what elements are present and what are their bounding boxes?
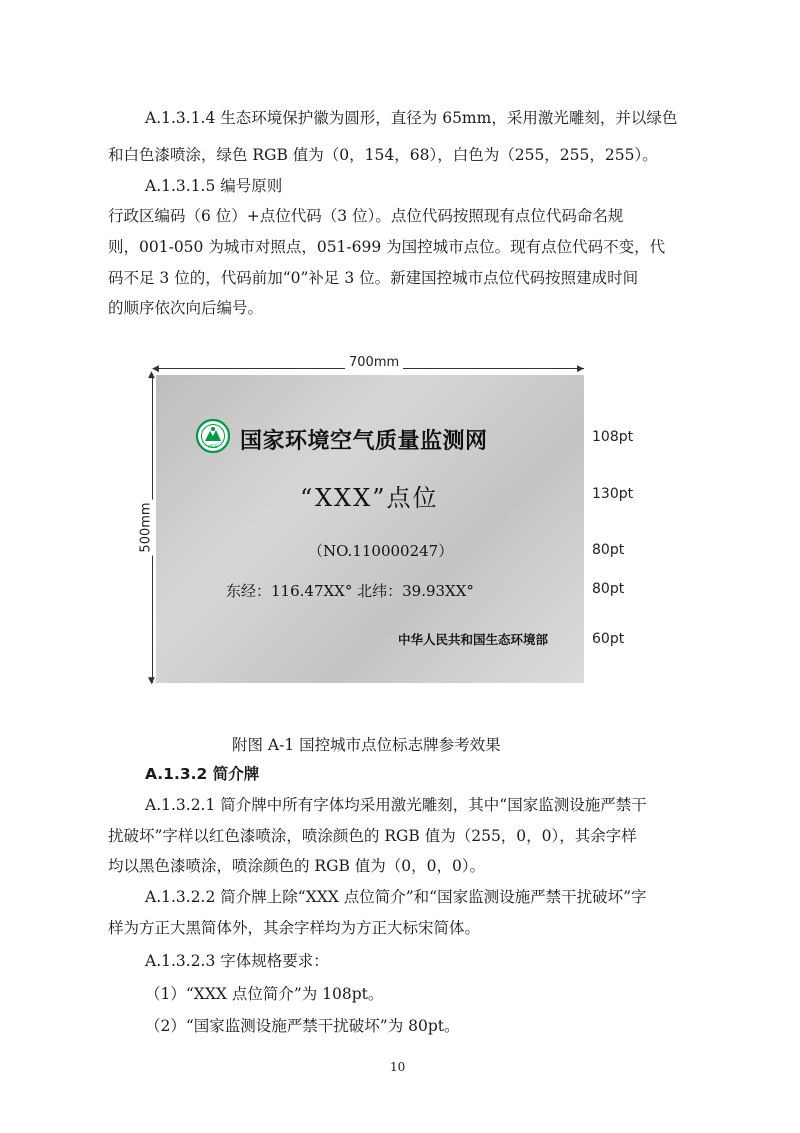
pt-label: 80pt	[592, 542, 625, 558]
emblem-text: MEE	[208, 445, 218, 450]
paragraph-line: A.1.3.2.3 字体规格要求：	[145, 952, 329, 970]
figure-caption: 附图 A-1 国控城市点位标志牌参考效果	[232, 736, 501, 754]
pt-label: 80pt	[592, 581, 625, 597]
paragraph-line: 均以黑色漆喷涂，喷涂颜色的 RGB 值为（0，0，0）。	[108, 857, 486, 875]
pt-label: 130pt	[592, 486, 634, 502]
paragraph-heading: A.1.3.1.5 编号原则	[145, 177, 283, 195]
paragraph-line: A.1.3.2.1 简介牌中所有字体均采用激光雕刻，其中“国家监测设施严禁干	[145, 796, 647, 814]
arrow-left-icon: ◀	[152, 364, 159, 374]
list-item: （2）“国家监测设施严禁干扰破坏”为 80pt。	[145, 1017, 460, 1035]
paragraph-line: 样为方正大黑简体外，其余字样均为方正大标宋简体。	[108, 919, 481, 937]
plate-organization: 中华人民共和国生态环境部	[398, 632, 549, 647]
plate-site-name: “XXX”点位	[300, 484, 439, 512]
plate-title: 国家环境空气质量监测网	[240, 429, 488, 454]
list-item: （1）“XXX 点位简介”为 108pt。	[145, 985, 384, 1003]
paragraph-line: 扰破坏”字样以红色漆喷涂，喷涂颜色的 RGB 值为（255，0，0），其余字样	[108, 827, 637, 845]
paragraph-line: A.1.3.2.2 简介牌上除“XXX 点位简介”和“国家监测设施严禁干扰破坏”字	[145, 888, 647, 906]
plate-number: （NO.110000247）	[308, 542, 454, 560]
paragraph-line: A.1.3.1.4 生态环境保护徽为圆形，直径为 65mm，采用激光雕刻，并以绿色	[145, 109, 678, 127]
height-label: 500mm	[139, 499, 154, 555]
width-label: 700mm	[345, 355, 403, 370]
paragraph-line: 和白色漆喷涂，绿色 RGB 值为（0，154，68），白色为（255，255，255）。	[108, 146, 658, 164]
arrow-down-icon: ▼	[148, 676, 155, 686]
arrow-right-icon: ▶	[577, 364, 584, 374]
paragraph-line: 的顺序依次向后编号。	[108, 299, 264, 317]
arrow-up-icon: ▲	[148, 370, 155, 380]
pt-label: 108pt	[592, 429, 634, 445]
ecology-emblem-icon	[196, 419, 230, 453]
section-heading: A.1.3.2 简介牌	[145, 765, 260, 783]
page-number: 10	[390, 1060, 406, 1074]
plate-coordinates: 东经：116.47XX° 北纬：39.93XX°	[226, 582, 474, 600]
paragraph-line: 码不足 3 位的，代码前加“0”补足 3 位。新建国控城市点位代码按照建成时间	[108, 269, 639, 287]
paragraph-line: 则，001-050 为城市对照点，051-699 为国控城市点位。现有点位代码不变，代	[108, 238, 666, 256]
pt-label: 60pt	[592, 631, 625, 647]
paragraph-line: 行政区编码（6 位）+点位代码（3 位）。点位代码按照现有点位代码命名规	[108, 207, 624, 225]
